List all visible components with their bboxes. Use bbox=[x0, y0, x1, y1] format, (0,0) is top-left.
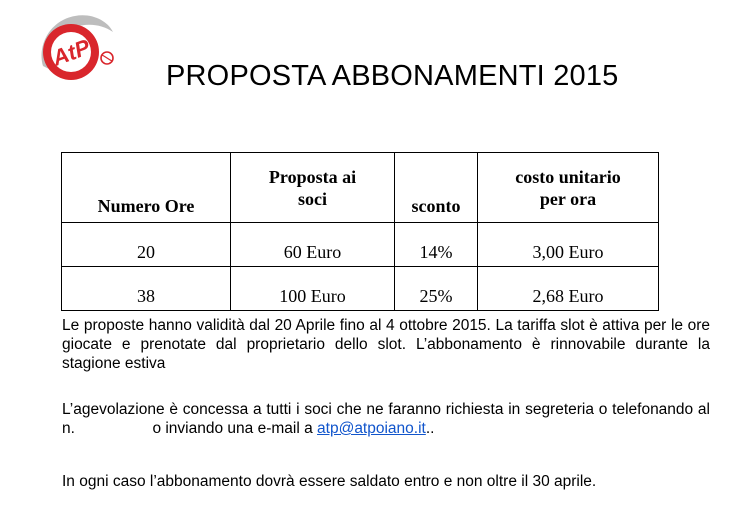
cell-costo: 2,68 Euro bbox=[478, 267, 659, 311]
page-title: PROPOSTA ABBONAMENTI 2015 bbox=[166, 60, 619, 92]
cell-ore: 20 bbox=[62, 223, 231, 267]
header-proposta-line2: soci bbox=[298, 188, 327, 209]
table-row bbox=[62, 223, 659, 267]
table-header-row bbox=[62, 153, 659, 223]
cell-sconto: 25% bbox=[395, 267, 478, 311]
header-numero-ore: Numero Ore bbox=[62, 153, 231, 223]
header-sconto: sconto bbox=[395, 153, 478, 223]
cell-proposta: 60 Euro bbox=[231, 223, 395, 267]
cell-sconto: 14% bbox=[395, 223, 478, 267]
header-proposta-line1: Proposta ai bbox=[268, 166, 357, 187]
cell-proposta: 100 Euro bbox=[231, 267, 395, 311]
cell-ore: 38 bbox=[62, 267, 231, 311]
atp-logo bbox=[33, 8, 125, 88]
header-costo-unitario bbox=[478, 153, 659, 223]
agevolazione-paragraph bbox=[62, 400, 715, 438]
pricing-table bbox=[61, 152, 659, 311]
validity-paragraph: Le proposte hanno validità dal 20 Aprile fino al 4 ottobre 2015. La tariffa slot è attiva per le ore giocate e prenotate dal proprietario dello slot. L’abbonamento è rinnovabile durante la stagione estiva bbox=[62, 317, 710, 372]
logo-text: AtP bbox=[49, 34, 94, 71]
agevolazione-trailing: .. bbox=[425, 420, 435, 437]
table-row bbox=[62, 267, 659, 311]
email-link[interactable]: atp@atpoiano.it bbox=[317, 420, 426, 437]
cell-costo: 3,00 Euro bbox=[478, 223, 659, 267]
header-costo-line2: per ora bbox=[539, 188, 597, 209]
header-costo-line1: costo unitario bbox=[515, 166, 621, 187]
agevolazione-text: L’agevolazione è concessa a tutti i soci che ne faranno richiesta in segreteria o telefonando al n. o inviando una e-mail a bbox=[62, 401, 715, 437]
header-proposta-soci bbox=[231, 153, 395, 223]
payment-paragraph: In ogni caso l’abbonamento dovrà essere saldato entro e non oltre il 30 aprile. bbox=[62, 473, 597, 490]
